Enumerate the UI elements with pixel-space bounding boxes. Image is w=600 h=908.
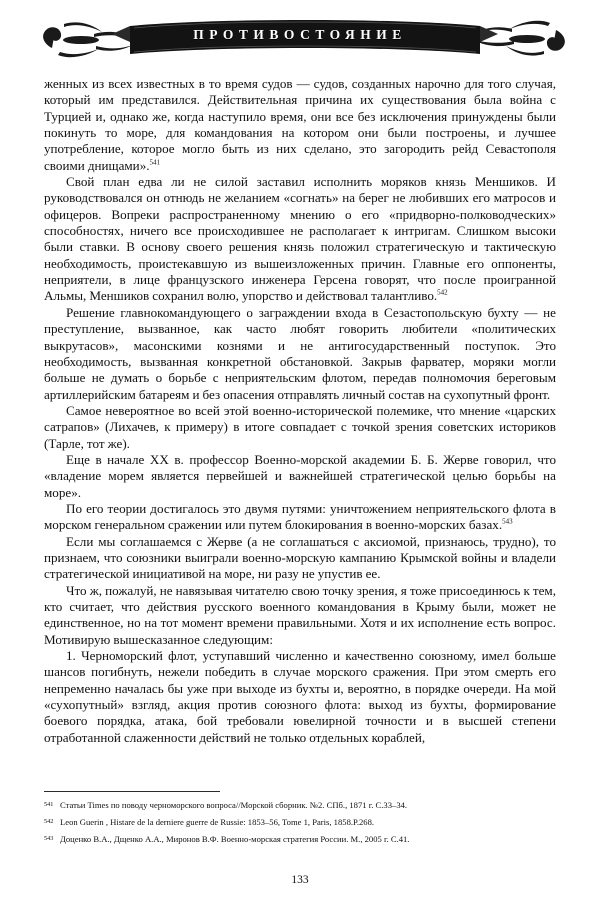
paragraph-1-text: женных из всех известных в то время судов — судов, созданных нарочно для того случая, который им представился. Действительная причина их существования была война с Турцией и, однако же, когда наступило время, они все без исключения принуждены были покинуть то море, для командования на котором они были построены, и лучшее употребление, которое могло быть из них сделано, это загородить рейд Севастополя своими днищами».: [44, 76, 556, 173]
paragraph-7: Если мы соглашаемся с Жерве (а не соглашаться с аксиомой, признаюсь, трудно), то признаем, что союзники выиграли военно-морскую кампанию Крымской войны и владели стратегической инициативой на море, ни разу не упустив ее.: [44, 533, 556, 582]
paragraph-6-text: По его теории достигалось это двумя путями: уничтожением неприятельского флота в морском генеральном сражении или путем блокирования в военно-морских базах.: [44, 500, 556, 533]
footnote-ref-542: 542: [437, 289, 448, 298]
paragraph-1: [44, 76, 556, 174]
footnote-divider: [44, 791, 220, 792]
page-number: 133: [291, 874, 309, 886]
paragraph-9: 1. Черноморский флот, уступавший численно и качественно союзному, имел больше шансов погибнуть, нежели победить в случае морского сражения. При этом смерть его непременно началась бы уже при выходе из бухты и, вероятно, в порядке очереди. На мой «сухопутный» взгляд, акция против союзного флота: выход из бухты, формирование боевого порядка, атака, бой требовали ювелирной точности и в высшей степени отработанной слаженности действий не только отдельных кораблей,: [44, 648, 556, 745]
footnote-number: 543: [44, 835, 54, 842]
paragraph-8: Что ж, пожалуй, не навязывая читателю свою точку зрения, я тоже присоединюсь к тем, кто считает, что действия русского военного командования в Крыму были, может не единственное, но на тот момент времени правильными. Хотя и их исполнение есть вопрос. Мотивирую вышесказанное следующим:: [44, 582, 556, 647]
footnote-ref-541: 541: [149, 158, 161, 167]
document-page: [0, 8, 600, 908]
footnotes-section: [44, 791, 556, 850]
paragraph-5: Еще в начале XX в. профессор Военно-морской академии Б. Б. Жерве говорил, что «владение морем является первейшей и важнейшей стратегической целью борьбы на море».: [44, 451, 556, 500]
footnote-text: Leon Guerin , Histare de la derniere guerre de Russie: 1853–56, Tome 1, Paris, 1858.P.268.: [60, 817, 375, 827]
footnote-item: [44, 816, 556, 829]
page-title: ПРОТИВОСТОЯНИЕ: [193, 27, 407, 42]
footnote-text: Доценко В.А., Дщенко А.А., Миронов В.Ф. Военно-морская стратегия России. М., 2005 г. С.41.: [60, 834, 410, 844]
footnote-number: 541: [44, 801, 54, 808]
footnote-ref-543: 543: [502, 517, 513, 526]
paragraph-6: [44, 501, 556, 534]
paragraph-4: Самое невероятное во всей этой военно-исторической полемике, что мнение «царских сатрапов» (Лихачев, к примеру) в итоге совпадает с точкой зрения советских историков (Тарле, тот же).: [44, 402, 556, 451]
chapter-banner: [44, 8, 556, 70]
footnote-item: [44, 799, 556, 812]
paragraph-3: Решение главнокомандующего о заграждении входа в Сезастопольскую бухту — не преступление, вызванное, как часто любят говорить любители «политических выкрутасов», масонскими кознями и не антигосударственный поступок. Это необходимость, вызванная конкретной обстановкой. Закрыв фарватер, моряки могли больше не думать о борьбе с неприятельским флотом, передав полномочия береговым артиллерийским батареям и без опасения отправлять личный состав на сухопутный фронт.: [44, 304, 556, 402]
footnote-text: Статьи Times по поводу черноморского вопроса//Морской сборник. №2. СПб., 1871 г. С.33–34.: [60, 800, 408, 810]
body-text: [44, 76, 556, 746]
paragraph-2-text: Свой план едва ли не силой заставил исполнить моряков князь Меншиков. И руководствовался он отнюдь не желанием «согнать» на берег не любивших его матросов и офицеров. Вопреки распространенному мнению о его «придворно-полководческих» способностях, ничего все происходившее не располагает к интригам. Слишком высоки были ставки. В основу своего решения князь положил стратегическую и тактическую необходимость, проистекавшую из вышеизложенных причин. Главные его оппоненты, неприятели, в лице французского инженера Герсена говорят, что после проигранной Альмы, Меншиков сохранил волю, упорство и действовал талантливо.: [44, 174, 556, 304]
footnote-item: [44, 833, 556, 846]
paragraph-2: [44, 174, 556, 305]
footnote-number: 542: [44, 818, 54, 825]
